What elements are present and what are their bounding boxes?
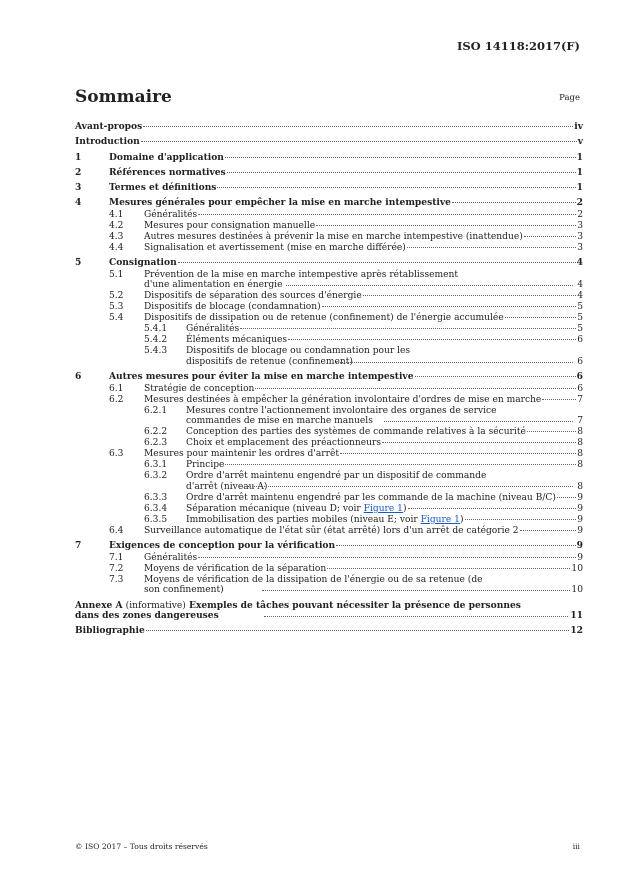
toc-entry-introduction[interactable]: Introduction v [75, 136, 583, 148]
toc-entry-5-2[interactable]: 5.2 Dispositifs de séparation des sources d'énergie 4 [109, 291, 583, 302]
toc-entry-6-3[interactable]: 6.3 Mesures pour maintenir les ordres d'arrêt 8 [109, 449, 583, 460]
toc-entry-2[interactable]: 2 Références normatives 1 [75, 166, 583, 178]
toc-entry-annex-a[interactable]: Annexe A (informative) Exemples de tâches pouvant nécessiter la présence de personnes dans des zones dangereuses 11 [75, 599, 583, 622]
toc-entry-4[interactable]: 4 Mesures générales pour empêcher la mise en marche intempestive 2 [75, 197, 583, 209]
toc-entry-7-3[interactable]: 7.3 Moyens de vérification de la dissipation de l'énergie ou de sa retenue (de son confinement) 10 [109, 574, 583, 596]
toc-entry-4-2[interactable]: 4.2 Mesures pour consignation manuelle 3 [109, 220, 583, 231]
figure-1-link[interactable]: Figure 1 [420, 514, 460, 525]
toc-entry-6-1[interactable]: 6.1 Stratégie de conception 6 [109, 383, 583, 394]
toc-entry-6-3-4[interactable]: 6.3.4 Séparation mécanique (niveau D; voir Figure 1) 9 [144, 503, 583, 514]
toc-entry-4-4[interactable]: 4.4 Signalisation et avertissement (mise en marche différée) 3 [109, 242, 583, 253]
toc-entry-5-1[interactable]: 5.1 Prévention de la mise en marche intempestive après rétablissement d'une alimentation en énergie 4 [109, 269, 583, 291]
toc-entry-6[interactable]: 6 Autres mesures pour éviter la mise en marche intempestive 6 [75, 371, 583, 383]
toc-entry-6-3-1[interactable]: 6.3.1 Principe 8 [144, 460, 583, 471]
toc-entry-6-2-1[interactable]: 6.2.1 Mesures contre l'actionnement involontaire des organes de service commandes de mise en marche manuels 7 [144, 405, 583, 427]
figure-1-link[interactable]: Figure 1 [363, 503, 403, 514]
toc-entry-6-3-5[interactable]: 6.3.5 Immobilisation des parties mobiles (niveau E; voir Figure 1) 9 [144, 514, 583, 525]
toc-entry-4-1[interactable]: 4.1 Généralités 2 [109, 210, 583, 220]
toc-entry-foreword[interactable]: Avant-propos iv [75, 121, 583, 132]
toc-entry-6-4[interactable]: 6.4 Surveillance automatique de l'état sûr (état arrêté) lors d'un arrêt de catégorie 2 9 [109, 525, 583, 536]
toc-entry-6-3-2[interactable]: 6.3.2 Ordre d'arrêt maintenu engendré par un dispositif de commande d'arrêt (niveau A) 8 [144, 471, 583, 492]
toc-entry-6-2[interactable]: 6.2 Mesures destinées à empêcher la génération involontaire d'ordres de mise en marche 7 [109, 394, 583, 405]
toc-entry-7-2[interactable]: 7.2 Moyens de vérification de la séparation 10 [109, 563, 583, 574]
page-number: iii [572, 842, 580, 851]
toc-entry-7-1[interactable]: 7.1 Généralités 9 [109, 552, 583, 563]
document-id: ISO 14118:2017(F) [456, 39, 580, 53]
toc-entry-5-4-3[interactable]: 5.4.3 Dispositifs de blocage ou condamnation pour les dispositifs de retenue (confinement) 6 [144, 346, 583, 367]
table-of-contents [75, 122, 583, 642]
toc-entry-3[interactable]: 3 Termes et définitions 1 [75, 182, 583, 194]
toc-entry-6-2-2[interactable]: 6.2.2 Conception des parties des systèmes de commande relatives à la sécurité 8 [144, 427, 583, 438]
toc-entry-4-3[interactable]: 4.3 Autres mesures destinées à prévenir la mise en marche intempestive (inattendue) 3 [109, 231, 583, 242]
toc-entry-6-2-3[interactable]: 6.2.3 Choix et emplacement des préactionneurs 8 [144, 438, 583, 449]
copyright-notice: © ISO 2017 – Tous droits réservés [75, 842, 208, 851]
toc-entry-5[interactable]: 5 Consignation 4 [75, 257, 583, 269]
toc-entry-5-4-1[interactable]: 5.4.1 Généralités 5 [144, 324, 583, 335]
page-title: Sommaire [75, 87, 172, 107]
toc-entry-5-4[interactable]: 5.4 Dispositifs de dissipation ou de retenue (confinement) de l'énergie accumulée 5 [109, 313, 583, 324]
toc-entry-6-3-3[interactable]: 6.3.3 Ordre d'arrêt maintenu engendré par les commande de la machine (niveau B/C) 9 [144, 492, 583, 503]
toc-entry-5-3[interactable]: 5.3 Dispositifs de blocage (condamnation) 5 [109, 302, 583, 313]
toc-entry-7[interactable]: 7 Exigences de conception pour la vérification 9 [75, 540, 583, 552]
toc-entry-1[interactable]: 1 Domaine d'application 1 [75, 151, 583, 163]
page-column-label: Page [559, 93, 580, 103]
toc-entry-bibliography[interactable]: Bibliographie 12 [75, 625, 583, 637]
toc-entry-5-4-2[interactable]: 5.4.2 Éléments mécaniques 6 [144, 335, 583, 346]
